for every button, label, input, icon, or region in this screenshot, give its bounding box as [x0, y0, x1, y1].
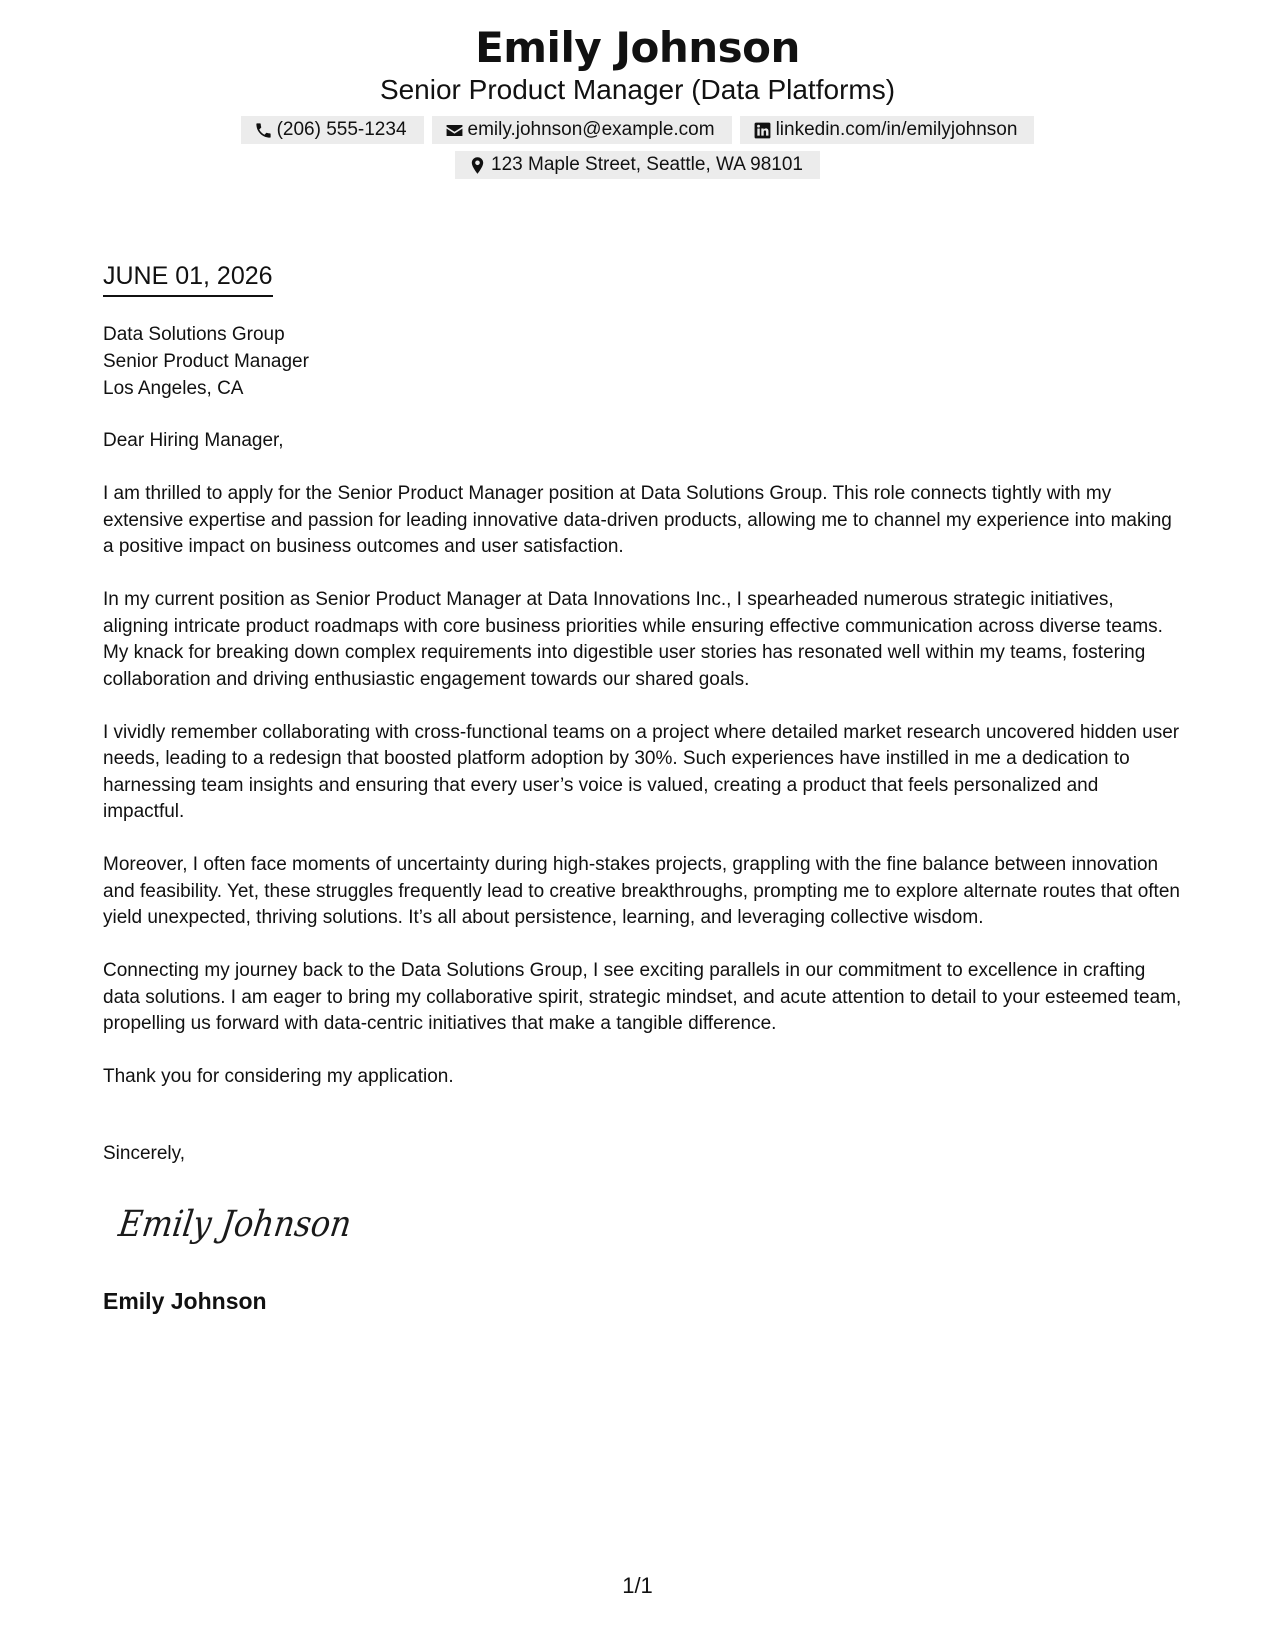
phone-icon	[254, 121, 273, 140]
contact-address	[455, 151, 820, 179]
recipient-location: Los Angeles, CA	[103, 378, 244, 399]
paragraph-3: I vividly remember collaborating with cross-functional teams on a project where detailed market research uncovered hidden user needs, leading to a redesign that boosted platform adoption by 30%. Such experiences have instilled in me a dedication to harnessing team insights and ensuring that every user’s voice is valued, creating a product that feels personalized and impactful.	[103, 721, 1180, 822]
letter-header	[0, 0, 1275, 179]
paragraph-1: I am thrilled to apply for the Senior Product Manager position at Data Solutions Group. This role connects tightly with my extensive expertise and passion for leading innovative data-driven products, allowing me to channel my experience into making a positive impact on business outcomes and user satisfaction.	[103, 483, 1172, 557]
contact-linkedin-text: linkedin.com/in/emilyjohnson	[775, 119, 1018, 140]
letter-date: JUNE 01, 2026	[103, 259, 273, 297]
linkedin-icon	[753, 121, 772, 140]
letter-body	[103, 428, 1183, 1117]
paragraph-5: Connecting my journey back to the Data Solutions Group, I see exciting parallels in our commitment to excellence in crafting data solutions. I am eager to bring my collaborative spirit, strategic mindset, and acute attention to detail to your esteemed team, propelling us forward with data-centric initiatives that make a tangible difference.	[103, 960, 1182, 1034]
recipient-block	[103, 321, 309, 402]
recipient-position: Senior Product Manager	[103, 351, 309, 372]
paragraph-4: Moreover, I often face moments of uncertainty during high-stakes projects, grappling with the fine balance between innovation and feasibility. Yet, these struggles frequently lead to creative breakthroughs, prompting me to explore alternate routes that often yield unexpected, thriving solutions. It’s all about persistence, learning, and leveraging collective wisdom.	[103, 854, 1180, 928]
contact-row	[0, 116, 1275, 144]
applicant-name: Emily Johnson	[475, 23, 800, 72]
contact-email-text: emily.johnson@example.com	[467, 119, 715, 140]
signed-name: Emily Johnson	[103, 1288, 267, 1314]
salutation: Dear Hiring Manager,	[103, 430, 284, 451]
recipient-company: Data Solutions Group	[103, 324, 285, 345]
contact-phone-text: (206) 555-1234	[276, 119, 407, 140]
paragraph-2: In my current position as Senior Product Manager at Data Innovations Inc., I spearheaded numerous strategic initiatives, aligning intricate product roadmaps with core business priorities while ensuring effective communication across diverse teams. My knack for breaking down complex requirements into digestible user stories has resonated well within my teams, fostering collaboration and driving enthusiastic engagement towards our shared goals.	[103, 589, 1163, 690]
page-number: 1/1	[622, 1573, 653, 1598]
address-row	[0, 151, 1275, 179]
closing: Sincerely,	[103, 1143, 186, 1164]
contact-address-text: 123 Maple Street, Seattle, WA 98101	[491, 154, 803, 175]
contact-linkedin[interactable]	[740, 116, 1035, 144]
signature-image	[116, 1196, 384, 1257]
paragraph-6: Thank you for considering my application.	[103, 1066, 454, 1087]
contact-email[interactable]	[432, 116, 732, 144]
envelope-icon	[445, 121, 464, 140]
applicant-title: Senior Product Manager (Data Platforms)	[379, 74, 896, 105]
map-pin-icon	[468, 156, 487, 175]
signature-text: Emily Johnson	[116, 1202, 384, 1245]
contact-phone[interactable]	[241, 116, 424, 144]
